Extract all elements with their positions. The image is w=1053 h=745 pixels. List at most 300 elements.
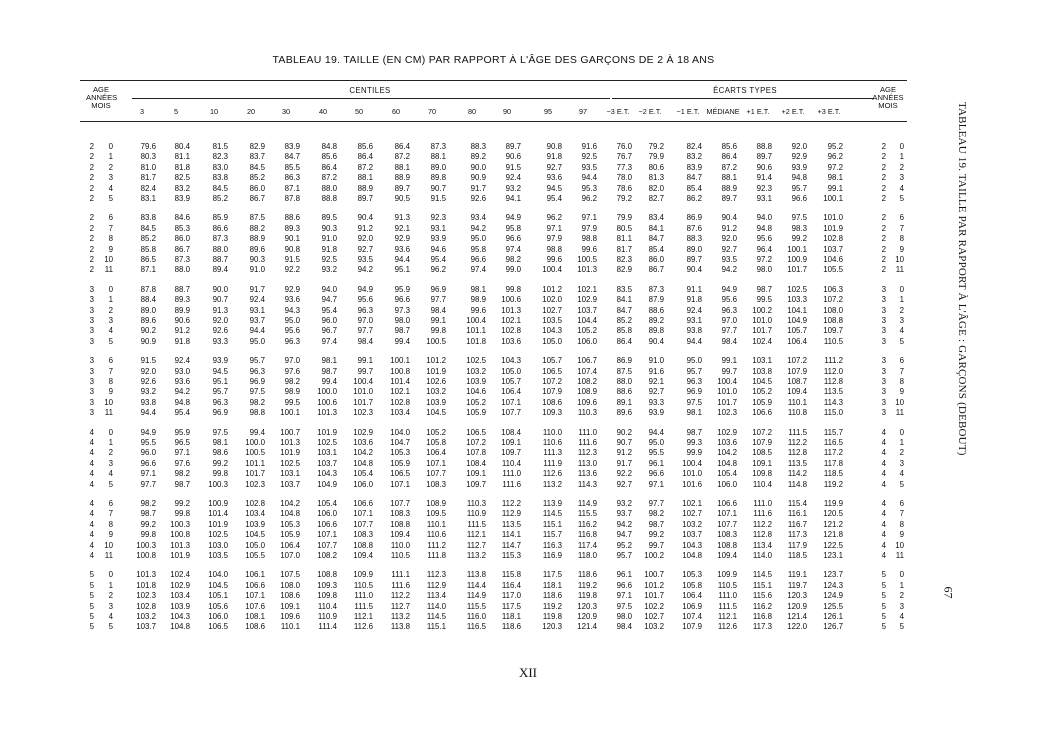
age-years-cell-right: 4	[881, 509, 886, 519]
centile-value-cell: 83.1	[140, 194, 156, 203]
centile-value-cell: 85.3	[174, 223, 190, 233]
age-years-cell-right: 2	[881, 152, 886, 162]
centile-value-cell: 106.7	[577, 356, 597, 366]
centile-value-cell: 100.1	[280, 408, 300, 418]
ecart-value-cell: 94.8	[791, 173, 807, 183]
ecart-value-cell: 115.0	[823, 408, 843, 418]
centile-value-cell: 112.6	[542, 469, 562, 479]
centile-value-cell: 95.3	[581, 183, 597, 193]
centile-value-cell: 97.5	[249, 387, 265, 397]
ecart-value-cell: 96.6	[648, 469, 664, 479]
centile-value-cell: 95.6	[357, 295, 373, 305]
centiles-group-rule	[132, 98, 610, 99]
centile-value-cell: 86.0	[249, 183, 265, 193]
centile-value-cell: 94.0	[321, 284, 337, 294]
centile-value-cell: 96.0	[140, 448, 156, 458]
ecart-value-cell: 114.2	[787, 469, 807, 479]
centile-value-cell: 95.7	[212, 387, 228, 397]
centile-column-header: 60	[391, 107, 401, 116]
centile-value-cell: 108.6	[542, 397, 562, 407]
centile-value-cell: 114.1	[501, 530, 521, 540]
centile-value-cell: 104.3	[170, 612, 190, 621]
centile-value-cell: 103.6	[501, 336, 521, 346]
ecart-value-cell: 86.4	[616, 336, 632, 346]
ecart-value-cell: 111.0	[718, 591, 737, 601]
ecart-value-cell: 107.9	[787, 366, 807, 376]
centile-value-cell: 110.0	[390, 540, 410, 550]
centile-value-cell: 98.7	[140, 509, 156, 519]
ecarts-group-label: ÉCARTS TYPES	[713, 86, 777, 95]
table-title: TABLEAU 19. TAILLE (EN CM) PAR RAPPORT À L'ÂGE DES GARÇONS DE 2 À 18 ANS	[272, 54, 715, 66]
centile-value-cell: 105.9	[466, 408, 486, 418]
centile-column-header: 70	[427, 107, 437, 116]
centile-value-cell: 101.8	[136, 580, 156, 590]
centile-value-cell: 86.4	[357, 152, 373, 162]
ecart-column-header: −2 E.T.	[638, 107, 662, 116]
ecart-value-cell: 114.8	[787, 479, 807, 489]
centile-value-cell: 108.2	[577, 377, 597, 386]
ecart-value-cell: 113.5	[823, 387, 843, 397]
ecart-column-header: +3 E.T.	[817, 107, 841, 116]
age-years-cell: 5	[89, 622, 94, 632]
centile-value-cell: 91.7	[249, 284, 265, 294]
centile-value-cell: 83.8	[212, 173, 228, 183]
centile-value-cell: 106.6	[317, 519, 337, 529]
ecart-value-cell: 117.2	[823, 448, 843, 458]
centile-value-cell: 89.6	[249, 244, 265, 254]
centile-value-cell: 100.5	[245, 448, 265, 458]
age-months-cell: 9	[108, 244, 113, 254]
ecart-value-cell: 95.6	[756, 234, 772, 244]
ecart-value-cell: 103.8	[752, 366, 772, 376]
centile-value-cell: 99.4	[249, 427, 265, 437]
ecart-value-cell: 107.7	[717, 519, 737, 529]
age-months-cell-right: 2	[899, 591, 904, 601]
centile-value-cell: 98.2	[140, 499, 156, 508]
age-years-cell: 2	[89, 213, 94, 223]
age-months-cell: 1	[108, 152, 113, 162]
age-months-cell-right: 3	[899, 316, 904, 325]
ecart-value-cell: 99.3	[686, 438, 702, 447]
centile-value-cell: 118.0	[577, 551, 597, 560]
age-years-cell: 4	[89, 469, 94, 479]
centile-value-cell: 100.7	[280, 427, 300, 437]
ecart-value-cell: 94.2	[616, 519, 632, 529]
age-years-cell: 2	[89, 194, 94, 203]
ecart-value-cell: 117.9	[787, 540, 807, 550]
ecart-value-cell: 91.7	[616, 458, 632, 468]
centile-value-cell: 115.1	[426, 622, 446, 632]
centile-value-cell: 104.4	[577, 316, 597, 325]
age-years-cell: 3	[89, 316, 94, 325]
age-years-cell: 3	[89, 356, 94, 366]
age-months-cell-right: 11	[895, 408, 904, 418]
centile-value-cell: 96.6	[394, 295, 410, 305]
centile-value-cell: 95.8	[470, 244, 486, 254]
ecart-value-cell: 106.4	[682, 591, 702, 601]
centile-value-cell: 88.0	[174, 265, 190, 275]
ecart-value-cell: 100.7	[644, 570, 664, 580]
centile-value-cell: 115.5	[577, 509, 597, 519]
ecart-value-cell: 99.5	[756, 295, 772, 305]
ecart-column-header: −3 E.T.	[606, 107, 630, 116]
centile-value-cell: 92.3	[430, 213, 446, 223]
centile-value-cell: 86.7	[174, 244, 190, 254]
ecart-value-cell: 102.2	[644, 601, 664, 611]
centile-value-cell: 93.1	[249, 305, 265, 315]
ecart-value-cell: 77.3	[616, 162, 632, 172]
age-months-cell: 2	[108, 591, 113, 601]
centile-value-cell: 92.5	[321, 255, 337, 264]
centile-value-cell: 111.5	[467, 519, 486, 529]
centile-value-cell: 105.8	[426, 438, 446, 447]
age-months-cell: 5	[108, 479, 113, 489]
centile-value-cell: 102.5	[317, 438, 337, 447]
ecart-column-header: −1 E.T.	[676, 107, 700, 116]
centile-value-cell: 104.8	[170, 622, 190, 632]
age-months-cell-right: 7	[899, 509, 904, 519]
ecart-value-cell: 101.0	[717, 387, 737, 397]
age-years-cell-right: 4	[881, 448, 886, 458]
centile-value-cell: 113.8	[466, 570, 486, 580]
centile-value-cell: 93.4	[470, 213, 486, 223]
age-months-cell: 2	[108, 162, 113, 172]
age-months-cell-right: 2	[899, 162, 904, 172]
centile-value-cell: 102.4	[170, 570, 190, 580]
age-years-cell: 4	[89, 519, 94, 529]
centile-value-cell: 103.6	[353, 438, 373, 447]
centile-value-cell: 90.1	[284, 234, 300, 244]
centile-value-cell: 105.4	[317, 499, 337, 508]
centile-value-cell: 94.6	[430, 244, 446, 254]
centile-value-cell: 90.6	[505, 152, 521, 162]
centile-value-cell: 103.2	[466, 366, 486, 376]
ecart-value-cell: 104.6	[823, 255, 843, 264]
centile-value-cell: 88.8	[321, 194, 337, 203]
ecart-value-cell: 99.1	[721, 356, 737, 366]
ecart-value-cell: 120.3	[787, 591, 807, 601]
age-years-cell: 4	[89, 458, 94, 468]
ecart-value-cell: 111.6	[753, 509, 772, 519]
age-months-cell: 2	[108, 448, 113, 458]
age-months-cell-right: 6	[899, 213, 904, 223]
ecart-value-cell: 119.9	[823, 499, 843, 508]
centile-value-cell: 97.0	[357, 316, 373, 325]
centile-value-cell: 81.0	[140, 162, 156, 172]
centile-value-cell: 117.5	[542, 570, 562, 580]
ecart-value-cell: 88.8	[756, 142, 772, 151]
centile-value-cell: 98.7	[394, 326, 410, 336]
age-months-cell-right: 11	[895, 265, 904, 275]
centile-value-cell: 91.0	[321, 234, 337, 244]
ecart-value-cell: 110.8	[787, 408, 807, 418]
centile-value-cell: 105.9	[390, 458, 410, 468]
centile-value-cell: 101.9	[280, 448, 300, 458]
ecart-value-cell: 85.6	[721, 142, 737, 151]
centile-value-cell: 118.1	[501, 612, 521, 621]
centile-value-cell: 107.7	[390, 499, 410, 508]
centile-value-cell: 92.0	[140, 366, 156, 376]
centile-value-cell: 92.0	[212, 316, 228, 325]
centile-value-cell: 94.5	[212, 366, 228, 376]
centile-value-cell: 105.2	[577, 326, 597, 336]
age-years-cell: 5	[89, 591, 94, 601]
centile-value-cell: 87.5	[249, 213, 265, 223]
centile-value-cell: 109.1	[501, 438, 521, 447]
centile-value-cell: 93.6	[284, 295, 300, 305]
centile-value-cell: 101.3	[577, 265, 597, 275]
centile-value-cell: 94.4	[394, 255, 410, 264]
centile-value-cell: 90.0	[212, 284, 228, 294]
age-months-cell: 5	[108, 336, 113, 346]
age-header-word: AGE	[92, 85, 110, 94]
ecart-value-cell: 91.2	[616, 448, 632, 458]
centile-value-cell: 93.1	[430, 223, 446, 233]
centile-value-cell: 112.1	[466, 530, 486, 540]
ecart-value-cell: 96.1	[648, 458, 664, 468]
age-years-cell: 5	[89, 570, 94, 580]
centile-value-cell: 100.5	[577, 255, 597, 264]
ecart-value-cell: 93.1	[686, 316, 702, 325]
centile-value-cell: 106.1	[245, 570, 265, 580]
centile-value-cell: 97.1	[140, 469, 156, 479]
age-years-cell: 3	[89, 336, 94, 346]
centile-value-cell: 98.4	[430, 305, 446, 315]
centile-value-cell: 107.6	[245, 601, 265, 611]
centile-value-cell: 96.0	[321, 316, 337, 325]
ecart-value-cell: 115.1	[752, 580, 772, 590]
centile-value-cell: 94.2	[357, 265, 373, 275]
centile-value-cell: 86.3	[284, 173, 300, 183]
age-years-cell-right: 2	[881, 142, 886, 151]
ecart-value-cell: 108.0	[823, 305, 843, 315]
centile-value-cell: 115.5	[466, 601, 486, 611]
centile-value-cell: 110.4	[317, 601, 337, 611]
age-months-cell-right: 9	[899, 387, 904, 397]
centile-value-cell: 94.4	[249, 326, 265, 336]
centile-value-cell: 85.9	[212, 213, 228, 223]
ecart-value-cell: 98.7	[648, 519, 664, 529]
centile-value-cell: 92.6	[140, 377, 156, 386]
centile-value-cell: 98.6	[212, 448, 228, 458]
ecart-value-cell: 99.7	[721, 366, 737, 376]
centile-value-cell: 102.5	[466, 356, 486, 366]
centile-value-cell: 94.3	[284, 305, 300, 315]
ecart-value-cell: 114.3	[823, 397, 843, 407]
age-months-cell: 11	[104, 265, 113, 275]
ecart-value-cell: 82.7	[648, 194, 664, 203]
centile-value-cell: 101.3	[136, 570, 156, 580]
age-months-cell: 1	[108, 580, 113, 590]
age-years-cell-right: 4	[881, 438, 886, 447]
ecart-value-cell: 108.8	[717, 540, 737, 550]
centile-value-cell: 94.9	[357, 284, 373, 294]
centile-value-cell: 100.3	[208, 479, 228, 489]
ecart-value-cell: 112.6	[717, 622, 737, 632]
centile-value-cell: 103.7	[577, 305, 597, 315]
centile-value-cell: 109.5	[426, 509, 446, 519]
ecart-value-cell: 79.9	[616, 213, 632, 223]
centile-column-header: 40	[318, 107, 328, 116]
centile-value-cell: 103.4	[245, 509, 265, 519]
ecart-value-cell: 99.9	[686, 448, 702, 458]
centile-value-cell: 119.2	[542, 601, 562, 611]
ecart-value-cell: 119.1	[787, 570, 807, 580]
centile-value-cell: 99.4	[394, 336, 410, 346]
ecart-value-cell: 96.6	[791, 194, 807, 203]
centile-value-cell: 101.3	[317, 408, 337, 418]
age-months-cell: 7	[108, 223, 113, 233]
ecart-value-cell: 103.7	[682, 530, 702, 540]
centile-value-cell: 103.9	[245, 519, 265, 529]
ecart-value-cell: 98.4	[616, 622, 632, 632]
centile-value-cell: 97.0	[284, 356, 300, 366]
centile-value-cell: 108.4	[501, 427, 521, 437]
centile-value-cell: 108.3	[426, 479, 446, 489]
ecart-value-cell: 97.5	[686, 397, 702, 407]
ecart-value-cell: 88.3	[686, 234, 702, 244]
centile-value-cell: 89.2	[470, 152, 486, 162]
centile-value-cell: 112.2	[390, 591, 410, 601]
centile-value-cell: 92.0	[357, 234, 373, 244]
centile-column-header: 97	[578, 107, 588, 116]
centile-value-cell: 99.5	[284, 397, 300, 407]
ecart-value-cell: 84.7	[686, 173, 702, 183]
centile-value-cell: 96.2	[430, 265, 446, 275]
age-months-cell: 7	[108, 366, 113, 376]
age-months-cell: 0	[108, 284, 113, 294]
centile-value-cell: 104.3	[317, 469, 337, 479]
ecart-value-cell: 98.7	[756, 284, 772, 294]
centile-value-cell: 108.8	[317, 570, 337, 580]
centile-value-cell: 100.4	[542, 265, 562, 275]
age-months-cell: 6	[108, 356, 113, 366]
ecart-value-cell: 112.0	[823, 366, 843, 376]
centile-value-cell: 103.1	[317, 448, 337, 458]
centile-value-cell: 95.5	[140, 438, 156, 447]
ecart-value-cell: 87.6	[686, 223, 702, 233]
centile-value-cell: 89.9	[174, 305, 190, 315]
centile-value-cell: 109.3	[317, 580, 337, 590]
centile-value-cell: 103.5	[542, 316, 562, 325]
ecart-value-cell: 119.2	[823, 479, 843, 489]
centile-value-cell: 116.3	[542, 540, 562, 550]
page-number: 67	[941, 586, 956, 599]
centile-value-cell: 114.0	[426, 601, 446, 611]
centile-value-cell: 81.1	[174, 152, 190, 162]
centile-value-cell: 93.6	[546, 173, 562, 183]
centile-value-cell: 113.2	[390, 612, 410, 621]
centile-value-cell: 100.1	[390, 356, 410, 366]
centile-value-cell: 92.4	[249, 295, 265, 305]
centile-value-cell: 110.9	[466, 509, 486, 519]
centile-value-cell: 90.5	[394, 194, 410, 203]
centile-value-cell: 88.0	[321, 183, 337, 193]
ecart-value-cell: 111.5	[718, 601, 737, 611]
centile-value-cell: 102.3	[353, 408, 373, 418]
centile-value-cell: 81.8	[174, 162, 190, 172]
centile-value-cell: 98.9	[470, 295, 486, 305]
age-years-cell-right: 2	[881, 213, 886, 223]
centile-value-cell: 96.9	[212, 408, 228, 418]
ecart-value-cell: 98.7	[686, 427, 702, 437]
centile-value-cell: 84.5	[249, 162, 265, 172]
centile-value-cell: 95.4	[546, 194, 562, 203]
centile-value-cell: 102.6	[426, 377, 446, 386]
ecart-value-cell: 104.9	[787, 316, 807, 325]
centile-value-cell: 103.9	[466, 377, 486, 386]
age-years-cell-right: 3	[881, 408, 886, 418]
age-months-cell: 0	[108, 142, 113, 151]
ecart-value-cell: 95.0	[648, 438, 664, 447]
ecart-value-cell: 89.2	[648, 316, 664, 325]
age-months-cell-right: 8	[899, 234, 904, 244]
ecart-value-cell: 110.5	[823, 336, 843, 346]
centile-value-cell: 87.3	[174, 255, 190, 264]
centile-value-cell: 107.0	[280, 551, 300, 560]
centile-value-cell: 98.2	[174, 469, 190, 479]
ecart-value-cell: 126.1	[823, 612, 843, 621]
ecart-value-cell: 103.3	[787, 295, 807, 305]
centile-value-cell: 89.7	[357, 194, 373, 203]
centile-value-cell: 112.3	[577, 448, 597, 458]
centile-value-cell: 96.3	[284, 336, 300, 346]
centile-value-cell: 92.5	[581, 152, 597, 162]
ecart-value-cell: 85.8	[616, 326, 632, 336]
centile-value-cell: 95.4	[174, 408, 190, 418]
ecart-value-cell: 100.4	[682, 458, 702, 468]
centile-value-cell: 115.3	[501, 551, 521, 560]
centile-value-cell: 113.2	[542, 479, 562, 489]
centile-value-cell: 120.3	[577, 601, 597, 611]
centile-value-cell: 113.4	[426, 591, 446, 601]
centile-value-cell: 115.7	[542, 530, 562, 540]
centile-value-cell: 95.6	[284, 326, 300, 336]
centile-value-cell: 92.7	[546, 162, 562, 172]
ecart-value-cell: 92.4	[686, 305, 702, 315]
ecart-value-cell: 82.4	[686, 142, 702, 151]
age-months-cell-right: 7	[899, 366, 904, 376]
centile-value-cell: 96.6	[505, 234, 521, 244]
centile-value-cell: 109.6	[280, 612, 300, 621]
ecart-value-cell: 76.7	[616, 152, 632, 162]
centile-value-cell: 96.5	[174, 438, 190, 447]
ecart-value-cell: 98.1	[827, 173, 843, 183]
ecart-value-cell: 96.2	[827, 152, 843, 162]
centile-value-cell: 101.3	[170, 540, 190, 550]
centile-value-cell: 105.2	[466, 397, 486, 407]
years-header-word: ANNÉES	[872, 93, 904, 102]
ecart-value-cell: 88.6	[616, 387, 632, 397]
centile-value-cell: 114.5	[426, 612, 446, 621]
centile-value-cell: 105.6	[208, 601, 228, 611]
ecart-value-cell: 109.1	[752, 458, 772, 468]
ecart-value-cell: 124.3	[823, 580, 843, 590]
centile-value-cell: 80.4	[174, 142, 190, 151]
centile-value-cell: 93.9	[212, 356, 228, 366]
centile-value-cell: 102.8	[390, 397, 410, 407]
centile-value-cell: 97.7	[357, 326, 373, 336]
ecart-value-cell: 112.8	[752, 530, 772, 540]
ecart-value-cell: 106.6	[717, 499, 737, 508]
centile-value-cell: 111.6	[578, 438, 597, 447]
centile-value-cell: 104.0	[390, 427, 410, 437]
centile-value-cell: 103.0	[208, 540, 228, 550]
age-years-cell: 2	[89, 223, 94, 233]
centile-value-cell: 102.0	[542, 295, 562, 305]
centile-value-cell: 114.9	[466, 591, 486, 601]
ecart-value-cell: 109.4	[717, 551, 737, 560]
